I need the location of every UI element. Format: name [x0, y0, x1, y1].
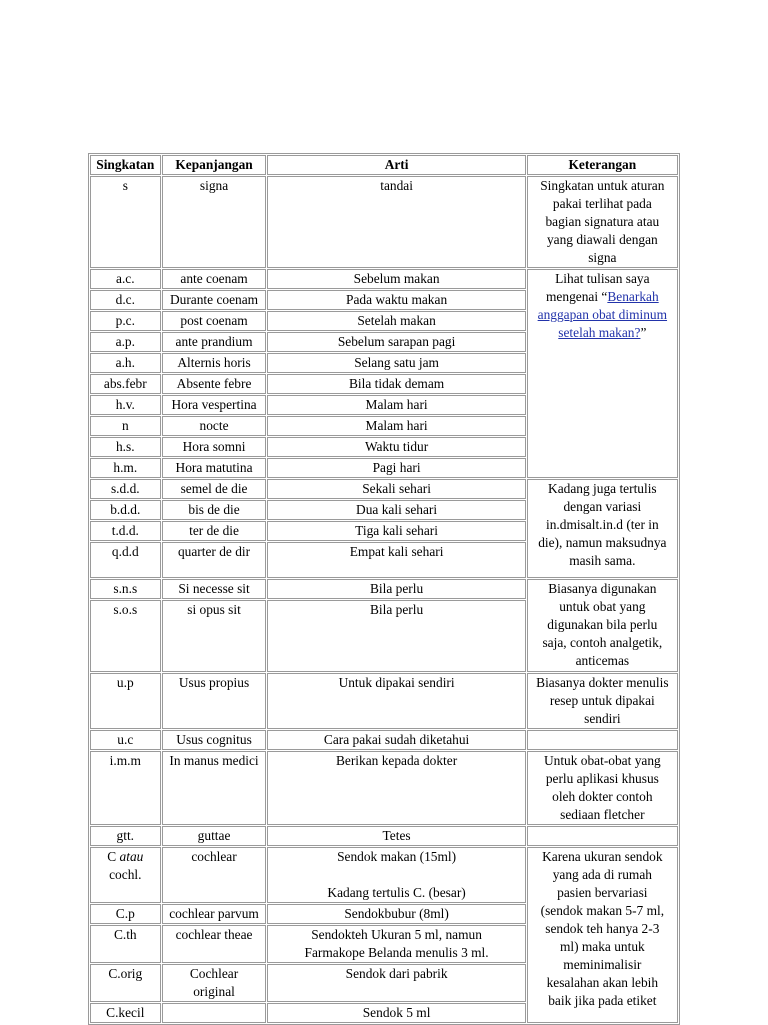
meaning-cell: Empat kali sehari [267, 542, 525, 578]
abbr-cell: n [90, 416, 161, 436]
full-cell: Hora matutina [162, 458, 267, 478]
meaning-cell: Sendok dari pabrik [267, 964, 525, 1002]
meaning-cell: Malam hari [267, 416, 525, 436]
header-singkatan: Singkatan [90, 155, 161, 175]
full-cell: ante coenam [162, 269, 267, 289]
header-kepanjangan: Kepanjangan [162, 155, 267, 175]
full-cell: Usus cognitus [162, 730, 267, 750]
note-timing: Lihat tulisan saya mengenai “Benarkah anggapan obat diminum setelah makan?” [527, 269, 678, 478]
table-row [90, 269, 678, 289]
meaning-cell: Bila tidak demam [267, 374, 525, 394]
meaning-cell: Untuk dipakai sendiri [267, 673, 525, 729]
meaning-cell: Malam hari [267, 395, 525, 415]
full-cell: Durante coenam [162, 290, 267, 310]
full-cell: cochlear theae [162, 925, 267, 963]
table-row [90, 847, 678, 903]
full-cell: nocte [162, 416, 267, 436]
table-row [90, 673, 678, 729]
meaning-cell: Berikan kepada dokter [267, 751, 525, 825]
table-header-row [90, 155, 678, 175]
meaning-cell: Setelah makan [267, 311, 525, 331]
meaning-cell: Pagi hari [267, 458, 525, 478]
meaning-cell: tandai [267, 176, 525, 268]
abbreviation-table [88, 153, 680, 1025]
header-arti: Arti [267, 155, 525, 175]
abbr-cell: b.d.d. [90, 500, 161, 520]
meaning-cell: Dua kali sehari [267, 500, 525, 520]
meaning-cell: Cara pakai sudah diketahui [267, 730, 525, 750]
note-as-needed: Biasanya digunakan untuk obat yang digunakan bila perlu saja, contoh analgetik, anticemas [527, 579, 678, 672]
abbr-cell: i.m.m [90, 751, 161, 825]
meaning-cell: Bila perlu [267, 579, 525, 599]
full-cell: signa [162, 176, 267, 268]
full-cell: Alternis horis [162, 353, 267, 373]
empty-note-cell [527, 826, 678, 846]
meaning-cell: Sendokteh Ukuran 5 ml, namun Farmakope Belanda menulis 3 ml. [267, 925, 525, 963]
article-link[interactable]: Benarkah anggapan obat diminum setelah makan? [537, 289, 668, 340]
abbr-cell: h.m. [90, 458, 161, 478]
abbr-cell: s.n.s [90, 579, 161, 599]
abbr-cell: C.p [90, 904, 161, 924]
abbr-cell: a.h. [90, 353, 161, 373]
full-cell: Hora vespertina [162, 395, 267, 415]
abbr-cell: abs.febr [90, 374, 161, 394]
abbr-cell: gtt. [90, 826, 161, 846]
abbr-cell: s.o.s [90, 600, 161, 672]
meaning-cell: Selang satu jam [267, 353, 525, 373]
meaning-cell: Sendokbubur (8ml) [267, 904, 525, 924]
full-cell: cochlear [162, 847, 267, 903]
note-spoon: Karena ukuran sendok yang ada di rumah pasien bervariasi (sendok makan 5-7 ml, sendok teh hanya 2-3 ml) maka untuk meminimalisir kesalahan akan lebih baik jika pada etiket [527, 847, 678, 1023]
full-cell [162, 1003, 267, 1023]
full-cell: bis de die [162, 500, 267, 520]
note-signa: Singkatan untuk aturan pakai terlihat pada bagian signatura atau yang diawali dengan signa [527, 176, 678, 268]
meaning-cell: Pada waktu makan [267, 290, 525, 310]
full-cell: Si necesse sit [162, 579, 267, 599]
meaning-cell: Sebelum sarapan pagi [267, 332, 525, 352]
abbr-cell: q.d.d [90, 542, 161, 578]
abbr-cell: C atau cochl. [90, 847, 161, 903]
abbr-cell: u.p [90, 673, 161, 729]
abbr-cell: a.p. [90, 332, 161, 352]
abbr-cell: p.c. [90, 311, 161, 331]
full-cell: quarter de dir [162, 542, 267, 578]
table-row [90, 579, 678, 599]
table-row [90, 730, 678, 750]
abbr-cell: t.d.d. [90, 521, 161, 541]
note-doctor: Untuk obat-obat yang perlu aplikasi khusus oleh dokter contoh sediaan fletcher [527, 751, 678, 825]
meaning-cell: Tiga kali sehari [267, 521, 525, 541]
full-cell: ante prandium [162, 332, 267, 352]
abbr-cell: h.s. [90, 437, 161, 457]
abbr-cell: h.v. [90, 395, 161, 415]
note-own-use: Biasanya dokter menulis resep untuk dipakai sendiri [527, 673, 678, 729]
note-frequency: Kadang juga tertulis dengan variasi in.dmisalt.in.d (ter in die), namun maksudnya masih sama. [527, 479, 678, 578]
meaning-cell: Bila perlu [267, 600, 525, 672]
table-row [90, 176, 678, 268]
full-cell: Cochlear original [162, 964, 267, 1002]
table-row [90, 479, 678, 499]
full-cell: post coenam [162, 311, 267, 331]
full-cell: cochlear parvum [162, 904, 267, 924]
full-cell: semel de die [162, 479, 267, 499]
abbr-cell: s [90, 176, 161, 268]
abbr-cell: C.kecil [90, 1003, 161, 1023]
full-cell: Hora somni [162, 437, 267, 457]
full-cell: Usus propius [162, 673, 267, 729]
abbr-cell: C.th [90, 925, 161, 963]
abbr-cell: d.c. [90, 290, 161, 310]
full-cell: ter de die [162, 521, 267, 541]
meaning-cell: Sendok makan (15ml) Kadang tertulis C. (besar) [267, 847, 525, 903]
abbr-cell: s.d.d. [90, 479, 161, 499]
full-cell: Absente febre [162, 374, 267, 394]
empty-note-cell [527, 730, 678, 750]
meaning-cell: Sekali sehari [267, 479, 525, 499]
full-cell: guttae [162, 826, 267, 846]
abbr-cell: C.orig [90, 964, 161, 1002]
header-keterangan: Keterangan [527, 155, 678, 175]
meaning-cell: Sebelum makan [267, 269, 525, 289]
meaning-cell: Tetes [267, 826, 525, 846]
abbr-cell: u.c [90, 730, 161, 750]
meaning-cell: Waktu tidur [267, 437, 525, 457]
abbr-cell: a.c. [90, 269, 161, 289]
table-row [90, 826, 678, 846]
full-cell: In manus medici [162, 751, 267, 825]
table-row [90, 751, 678, 825]
full-cell: si opus sit [162, 600, 267, 672]
meaning-cell: Sendok 5 ml [267, 1003, 525, 1023]
